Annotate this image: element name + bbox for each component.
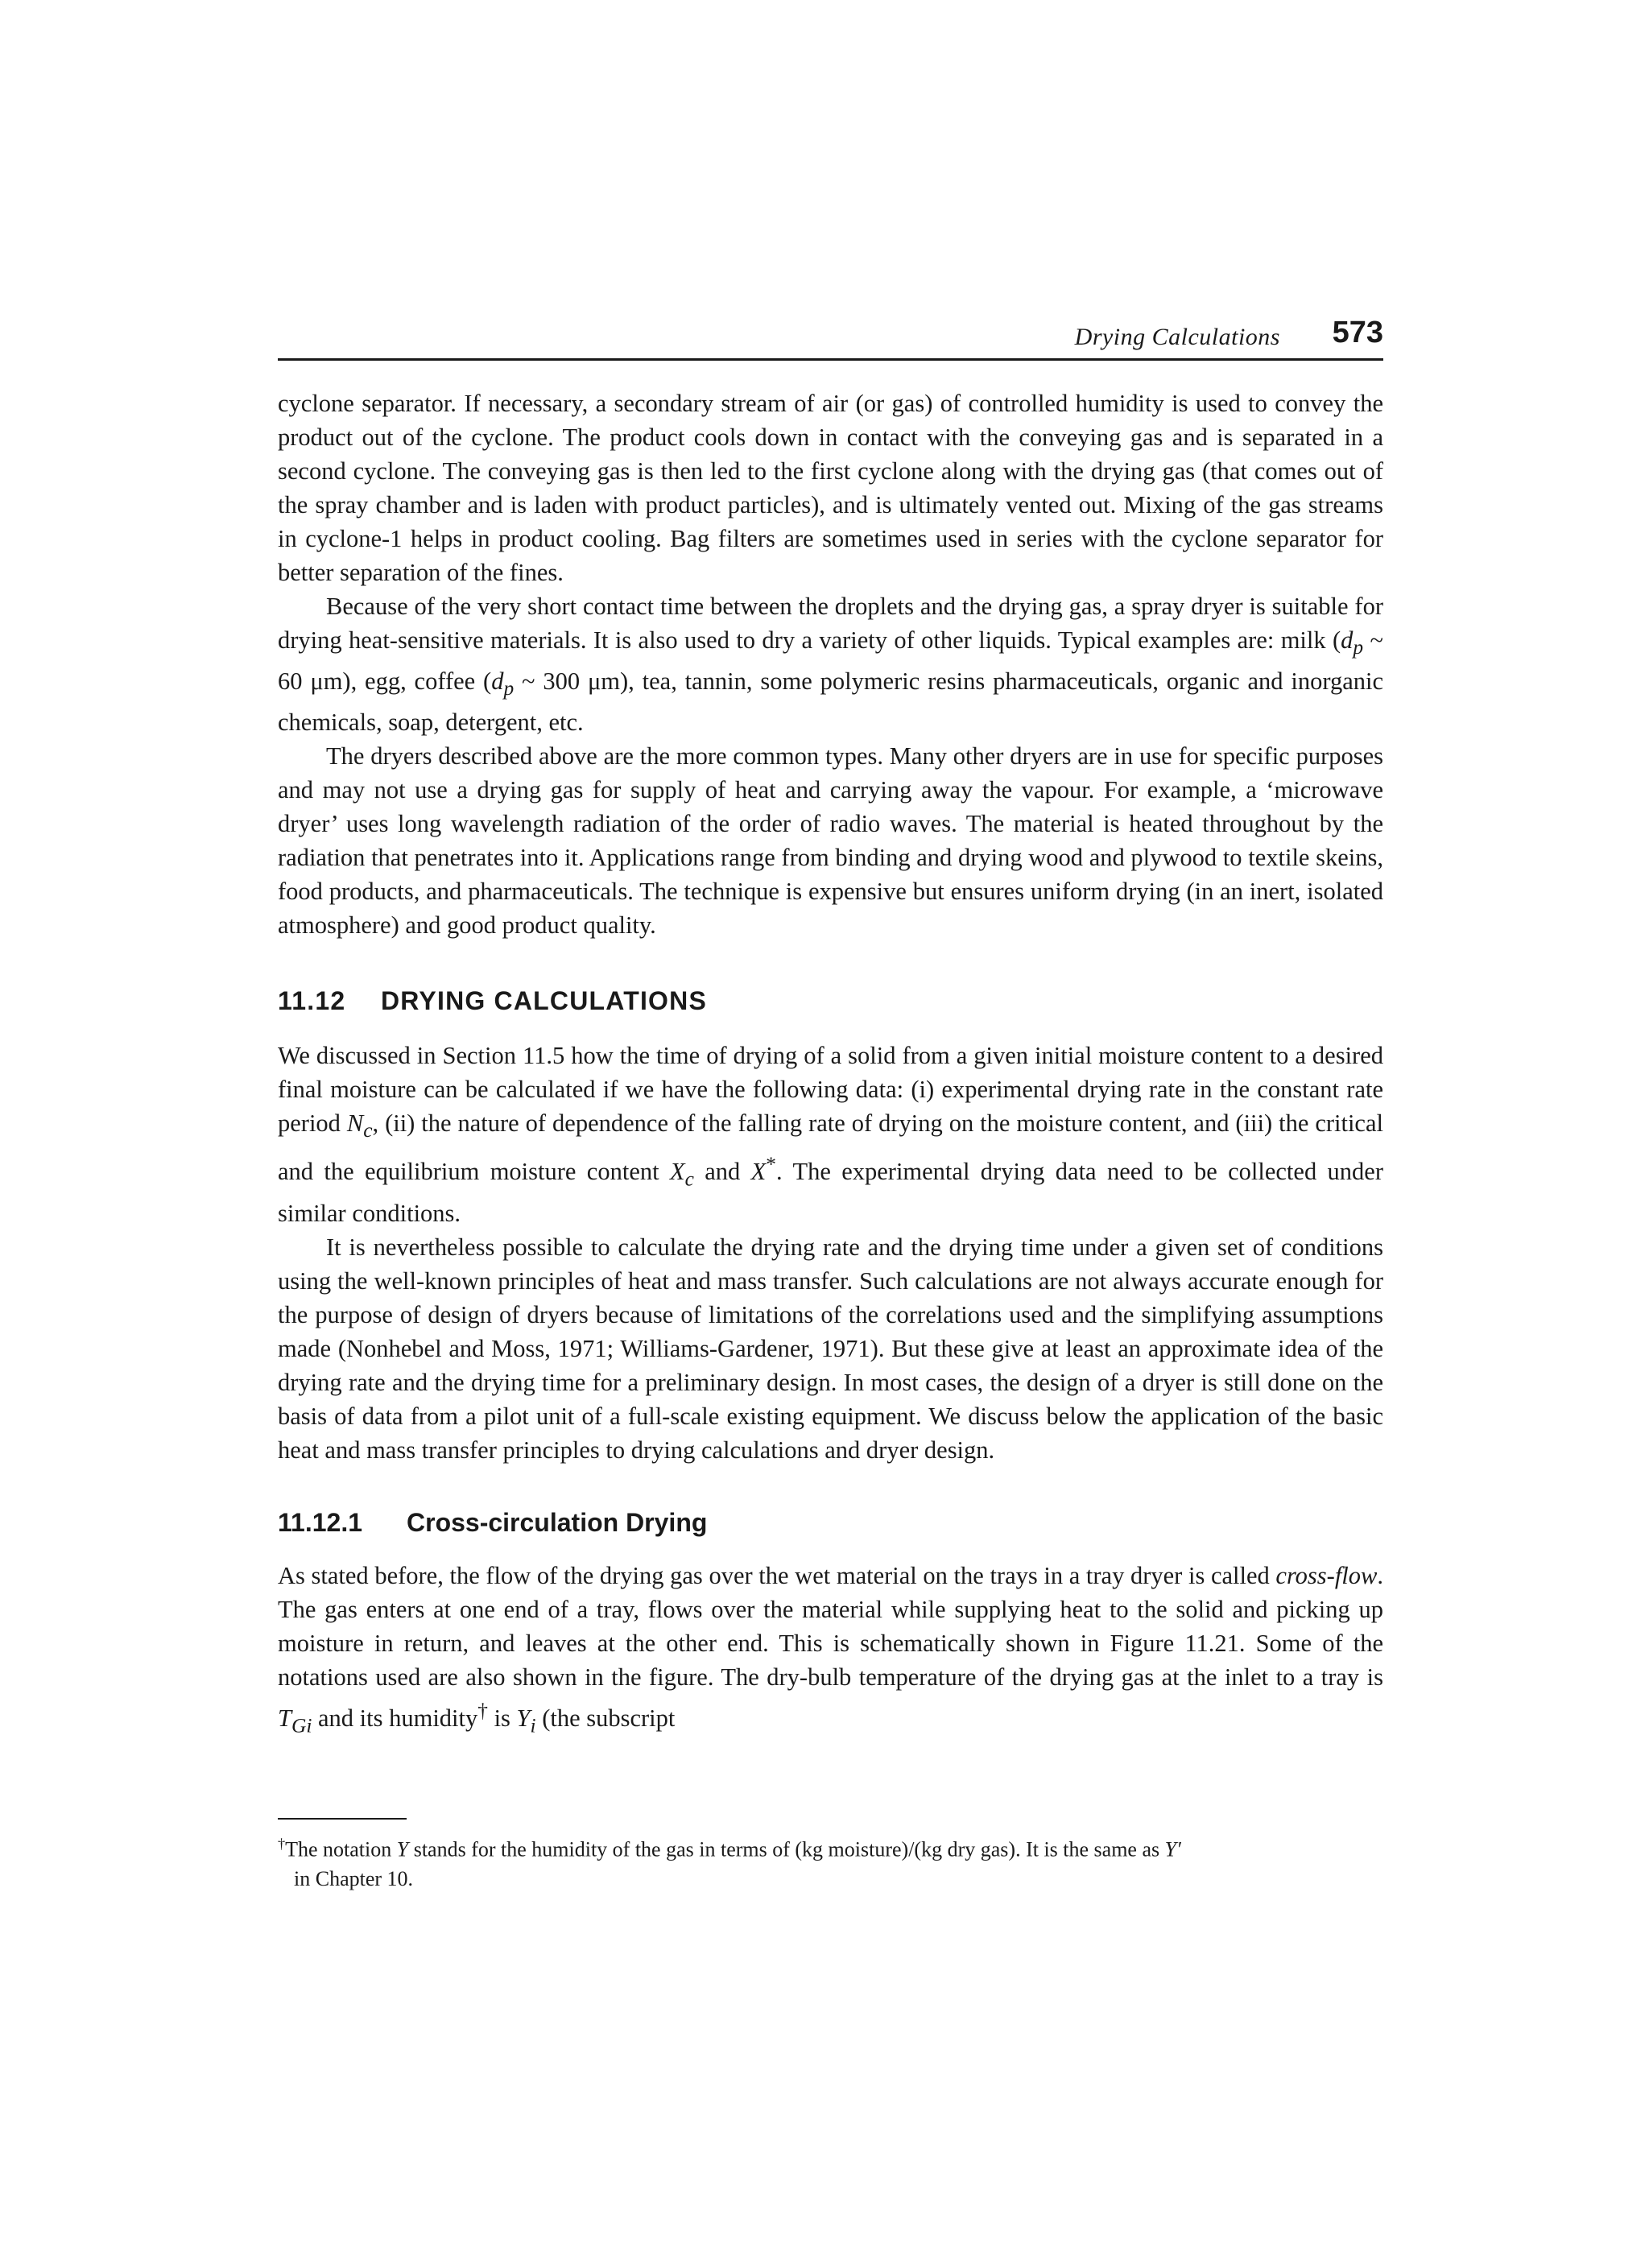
section-number: 11.12 bbox=[278, 986, 346, 1016]
footnote-var-yprime: Y′ bbox=[1164, 1837, 1181, 1861]
paragraph-1: cyclone separator. If necessary, a secondary stream of air (or gas) of controlled humidity is used to convey the product out of the cyclone. The product cools down in contact with the conveying gas and is separated in a second cyclone. The conveying gas is then led to the first cyclone along with the drying gas (that comes out of the spray chamber and is laden with product particles), and is ultimately vented out. Mixing of the gas streams in cyclone-1 helps in product cooling. Bag filters are sometimes used in series with the cyclone separator for better separation of the fines. bbox=[278, 390, 1383, 586]
running-head bbox=[278, 316, 1383, 361]
footnote-var-y: Y bbox=[396, 1837, 409, 1861]
footnote-marker: † bbox=[278, 1836, 286, 1852]
subsection-number: 11.12.1 bbox=[278, 1507, 362, 1537]
paragraph-5: It is nevertheless possible to calculate the drying rate and the drying time under a given set of conditions using the well-known principles of heat and mass transfer. Such calculations are not always accurate enough for the purpose of design of dryers because of limitations of the correlations used and the simplifying assumptions made (Nonhebel and Moss, 1971; Williams-Gardener, 1971). But these give at least an approximate idea of the drying rate and the drying time for a preliminary design. In most cases, the design of a dryer is still done on the basis of data from a pilot unit of a full-scale existing equipment. We discuss below the application of the basic heat and mass transfer principles to drying calculations and dryer design. bbox=[278, 1233, 1383, 1464]
subsection-heading bbox=[278, 1506, 1383, 1539]
subsection-title: Cross-circulation Drying bbox=[407, 1507, 708, 1537]
section-heading bbox=[278, 984, 1383, 1018]
page-number: 573 bbox=[1332, 316, 1383, 349]
body-text bbox=[278, 386, 1383, 1742]
paragraph-6: As stated before, the flow of the drying gas over the wet material on the trays in a tray dryer is called cross-flow. The gas enters at one end of a tray, flows over the material while supplying heat to the solid and picking up moisture in return, and leaves at the other end. This is schematically shown in Figure 11.21. Some of the notations used are also shown in the figure. The dry-bulb temperature of the drying gas at the inlet to a tray is $T_{Gi}$ and its humidity† is $Y_i$ (the subscript bbox=[278, 1561, 1383, 1737]
footnote-text-a: The notation bbox=[285, 1837, 397, 1861]
paragraph-2: Because of the very short contact time between the droplets and the drying gas, a spray dryer is suitable for drying heat-sensitive materials. It is also used to dry a variety of other liquids. Typical examples are: milk ($d_p$ ~ 60 μm), egg, coffee ($d_p$ ~ 300 μm), tea, tannin, some polymeric resins pharmaceuticals, organic and inorganic chemicals, soap, detergent, etc. bbox=[278, 593, 1383, 737]
paragraph-3: The dryers described above are the more common types. Many other dryers are in use for specific purposes and may not use a drying gas for supply of heat and carrying away the vapour. For example, a ‘microwave dryer’ uses long wavelength radiation of the order of radio waves. The material is heated throughout by the radiation that penetrates into it. Applications range from binding and drying wood and plywood to textile skeins, food products, and pharmaceuticals. The technique is expensive but ensures uniform drying (in an inert, isolated atmosphere) and good product quality. bbox=[278, 742, 1383, 940]
footnote-text-b: stands for the humidity of the gas in terms of (kg moisture)/(kg dry gas). It is the same as bbox=[408, 1837, 1165, 1861]
footnote-text-c: in Chapter 10. bbox=[294, 1866, 414, 1890]
footnote bbox=[278, 1829, 1383, 1894]
paragraph-4: We discussed in Section 11.5 how the time of drying of a solid from a given initial moisture content to a desired final moisture can be calculated if we have the following data: (i) experimental drying rate in the constant rate period $N_c$, (ii) the nature of dependence of the falling rate of drying on the moisture content, and (iii) the critical and the equilibrium moisture content $X_c$ and X*. The experimental drying data need to be collected under similar conditions. bbox=[278, 1042, 1384, 1227]
footnote-rule bbox=[278, 1818, 407, 1820]
section-title: DRYING CALCULATIONS bbox=[381, 986, 708, 1016]
running-title: Drying Calculations bbox=[1074, 324, 1280, 350]
